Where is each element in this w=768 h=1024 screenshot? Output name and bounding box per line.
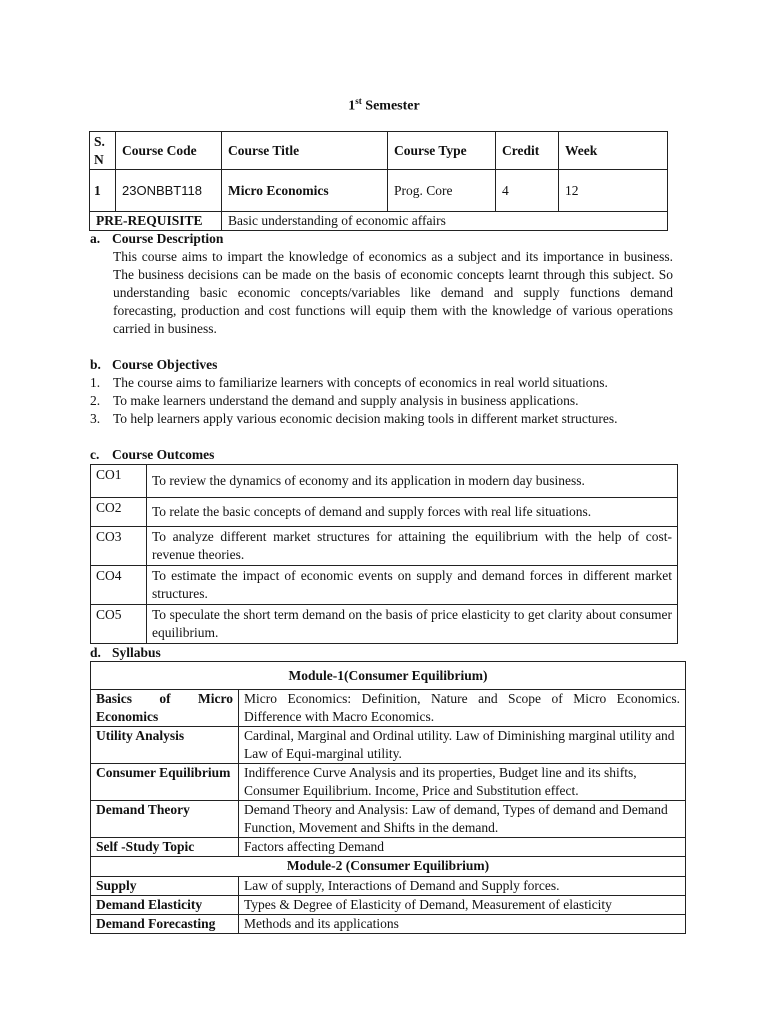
objectives-list [90, 374, 690, 428]
course-title: Micro Economics [222, 170, 388, 212]
list-item [90, 410, 690, 428]
table-row [91, 527, 678, 566]
objective-number: 2. [90, 393, 101, 408]
table-row [91, 896, 686, 915]
syllabus-topic: Demand Elasticity [91, 896, 239, 915]
objective-number: 1. [90, 375, 101, 390]
syllabus-topic: Self -Study Topic [91, 838, 239, 857]
table-row [91, 605, 678, 644]
outcome-text: To speculate the short term demand on the basis of price elasticity to get clarity about consumer equilibrium. [147, 605, 678, 644]
course-code: 23ONBBT118 [116, 170, 222, 212]
table-row [91, 690, 686, 727]
outcomes-heading-text: Course Outcomes [112, 447, 215, 462]
syllabus-heading-text: Syllabus [112, 645, 161, 660]
objective-number: 3. [90, 411, 101, 426]
outcome-text: To review the dynamics of economy and its application in modern day business. [147, 465, 678, 498]
course-table-row [90, 170, 668, 212]
objective-text: To help learners apply various economic decision making tools in different market structures. [113, 411, 618, 426]
header-credit: Credit [496, 132, 559, 170]
module-header-row [91, 857, 686, 877]
syllabus-content: Factors affecting Demand [239, 838, 686, 857]
course-table [89, 131, 668, 231]
header-course-type: Course Type [388, 132, 496, 170]
syllabus-topic: Demand Theory [91, 801, 239, 838]
objectives-letter: b. [90, 357, 101, 372]
list-item [90, 374, 690, 392]
description-heading [90, 230, 223, 248]
outcomes-letter: c. [90, 447, 100, 462]
table-row [91, 566, 678, 605]
objective-text: To make learners understand the demand and supply analysis in business applications. [113, 393, 579, 408]
syllabus-letter: d. [90, 645, 101, 660]
syllabus-content: Micro Economics: Definition, Nature and Scope of Micro Economics. Difference with Macro Economics. [239, 690, 686, 727]
prereq-value: Basic understanding of economic affairs [222, 212, 668, 231]
syllabus-content: Types & Degree of Elasticity of Demand, Measurement of elasticity [239, 896, 686, 915]
prereq-label: PRE-REQUISITE [90, 212, 222, 231]
syllabus-topic: Consumer Equilibrium [91, 764, 239, 801]
table-row [91, 915, 686, 934]
table-row [91, 838, 686, 857]
module-1-title: Module-1(Consumer Equilibrium) [91, 662, 686, 690]
course-credit: 4 [496, 170, 559, 212]
semester-suffix: st [355, 96, 362, 106]
outcome-code: CO2 [91, 498, 147, 527]
syllabus-topic: Demand Forecasting [91, 915, 239, 934]
description-text: This course aims to impart the knowledge of economics as a subject and its importance in business. The business decisions can be made on the basis of economic concepts learnt through this subject. So understanding basic economic concepts/variables like demand and supply functions demand forecasting, production and cost functions will equip them with the knowledge of various operations carried in business. [113, 249, 673, 336]
header-sn: S. N [90, 132, 116, 170]
table-row [91, 764, 686, 801]
table-row [91, 877, 686, 896]
syllabus-content: Indifference Curve Analysis and its properties, Budget line and its shifts, Consumer Equilibrium. Income, Price and Substitution effect. [239, 764, 686, 801]
table-row [91, 498, 678, 527]
syllabus-topic: Supply [91, 877, 239, 896]
table-row [91, 465, 678, 498]
syllabus-table [90, 661, 686, 934]
objective-text: The course aims to familiarize learners with concepts of economics in real world situations. [113, 375, 608, 390]
objectives-heading [90, 356, 217, 374]
module-2-title: Module-2 (Consumer Equilibrium) [91, 857, 686, 877]
outcome-code: CO5 [91, 605, 147, 644]
syllabus-content: Methods and its applications [239, 915, 686, 934]
description-letter: a. [90, 231, 101, 246]
header-course-code: Course Code [116, 132, 222, 170]
syllabus-content: Cardinal, Marginal and Ordinal utility. Law of Diminishing marginal utility and Law of Equi-marginal utility. [239, 727, 686, 764]
syllabus-content: Demand Theory and Analysis: Law of demand, Types of demand and Demand Function, Movement and Shifts in the demand. [239, 801, 686, 838]
course-table-header-row [90, 132, 668, 170]
outcomes-table [90, 464, 678, 644]
list-item [90, 392, 690, 410]
outcome-text: To relate the basic concepts of demand and supply forces with real life situations. [147, 498, 678, 527]
header-course-title: Course Title [222, 132, 388, 170]
outcome-text: To analyze different market structures for attaining the equilibrium with the help of cost- revenue theories. [147, 527, 678, 566]
table-row [91, 727, 686, 764]
outcome-code: CO1 [91, 465, 147, 498]
syllabus-topic: Basics of Micro Economics [91, 690, 239, 727]
outcome-text: To estimate the impact of economic events on supply and demand forces in different market structures. [147, 566, 678, 605]
semester-number: 1 [348, 98, 356, 114]
syllabus-content: Law of supply, Interactions of Demand and Supply forces. [239, 877, 686, 896]
outcome-code: CO3 [91, 527, 147, 566]
course-type: Prog. Core [388, 170, 496, 212]
table-row [91, 801, 686, 838]
outcome-code: CO4 [91, 566, 147, 605]
syllabus-topic: Utility Analysis [91, 727, 239, 764]
syllabus-heading [90, 644, 161, 662]
description-heading-text: Course Description [112, 231, 224, 246]
page-title [0, 92, 768, 116]
prereq-row [90, 212, 668, 231]
course-week: 12 [559, 170, 668, 212]
header-week: Week [559, 132, 668, 170]
objectives-heading-text: Course Objectives [112, 357, 218, 372]
course-sn: 1 [90, 170, 116, 212]
module-header-row [91, 662, 686, 690]
semester-label: Semester [361, 98, 420, 114]
outcomes-heading [90, 446, 214, 464]
